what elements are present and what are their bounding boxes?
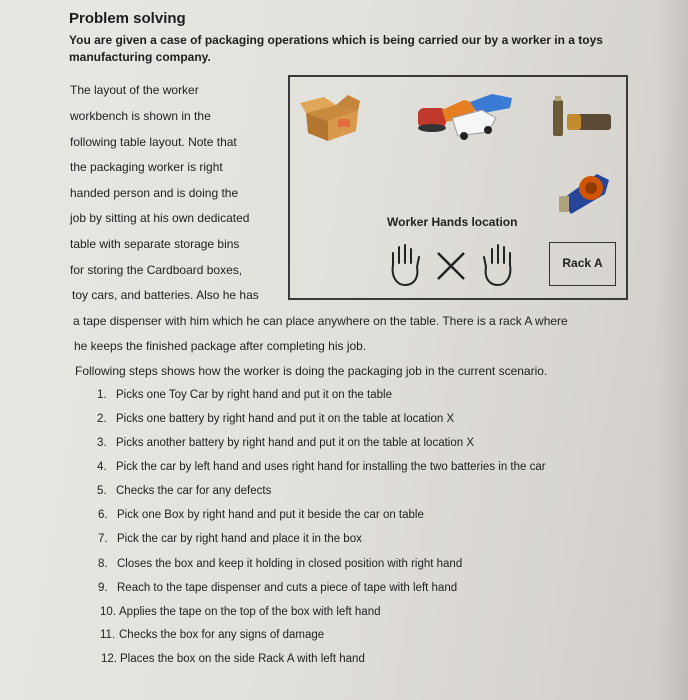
step-text: Pick the car by right hand and place it in the box — [117, 533, 362, 545]
toy-cars-icon — [412, 92, 522, 142]
rack-a-box — [549, 242, 616, 286]
paragraph-line: job by sitting at his own dedicated — [70, 211, 250, 225]
step-text: Picks one Toy Car by right hand and put it on the table — [116, 389, 392, 401]
step-text: Checks the box for any signs of damage — [119, 629, 325, 641]
list-item — [97, 389, 392, 401]
list-item — [97, 413, 454, 425]
step-number: 7. — [98, 533, 108, 545]
worker-hands-location-label: Worker Hands location — [387, 215, 518, 229]
paragraph-line: the packaging worker is right — [70, 160, 223, 174]
cardboard-box-icon — [300, 95, 362, 143]
step-number: 4. — [97, 461, 107, 473]
list-item — [100, 629, 324, 641]
paragraph-line: workbench is shown in the — [70, 109, 211, 123]
left-hand-icon — [385, 243, 423, 287]
step-text: Places the box on the side Rack A with left hand — [120, 653, 365, 665]
list-item — [100, 606, 381, 618]
step-text: Picks one battery by right hand and put it on the table at location X — [116, 413, 455, 425]
location-x-icon — [435, 250, 467, 282]
step-number: 9. — [98, 582, 108, 594]
rack-a-label: Rack A — [562, 256, 603, 270]
list-item — [98, 582, 457, 594]
paragraph-line: for storing the Cardboard boxes, — [70, 263, 243, 277]
step-number: 3. — [97, 437, 107, 449]
list-item — [97, 437, 474, 449]
step-text: Picks another battery by right hand and put it on the table at location X — [116, 437, 475, 449]
list-item — [98, 509, 424, 521]
list-item — [101, 653, 365, 665]
list-item — [97, 485, 271, 497]
paragraph-line: table with separate storage bins — [70, 237, 240, 251]
step-number: 6. — [98, 509, 108, 521]
page-title: Problem solving — [69, 10, 186, 27]
step-text: Checks the car for any defects — [116, 485, 272, 497]
step-number: 5. — [97, 485, 107, 497]
step-number: 10. — [100, 606, 116, 618]
paragraph-line: handed person and is doing the — [70, 186, 239, 200]
step-text: Pick the car by left hand and uses right hand for installing the two batteries in the car — [116, 461, 546, 473]
step-number: 1. — [97, 389, 107, 401]
paragraph-line: he keeps the finished package after completing his job. — [74, 339, 367, 353]
step-number: 12. — [101, 653, 117, 665]
step-text: Closes the box and keep it holding in closed position with right hand — [117, 558, 463, 570]
step-text: Reach to the tape dispenser and cuts a piece of tape with left hand — [117, 582, 458, 594]
step-text: Pick one Box by right hand and put it beside the car on table — [117, 509, 424, 521]
step-number: 8. — [98, 558, 108, 570]
paragraph-line: a tape dispenser with him which he can place anywhere on the table. There is a rack A where — [73, 314, 568, 328]
page-shadow — [658, 0, 688, 700]
right-hand-icon — [480, 243, 518, 287]
intro-text: You are given a case of packaging operations which is being carried our by a worker in a toys manufacturing company. — [69, 33, 603, 64]
list-item — [97, 461, 546, 473]
tape-dispenser-icon — [557, 166, 611, 216]
step-number: 11. — [100, 629, 116, 641]
paragraph-line: The layout of the worker — [70, 83, 199, 97]
step-number: 2. — [97, 413, 107, 425]
paragraph-line: toy cars, and batteries. Also he has — [72, 288, 259, 302]
batteries-icon — [553, 96, 615, 138]
paragraph-line: Following steps shows how the worker is doing the packaging job in the current scenario. — [75, 364, 548, 378]
list-item — [98, 558, 462, 570]
step-text: Applies the tape on the top of the box with left hand — [119, 606, 381, 618]
paragraph-line: following table layout. Note that — [70, 135, 237, 149]
list-item — [98, 533, 362, 545]
